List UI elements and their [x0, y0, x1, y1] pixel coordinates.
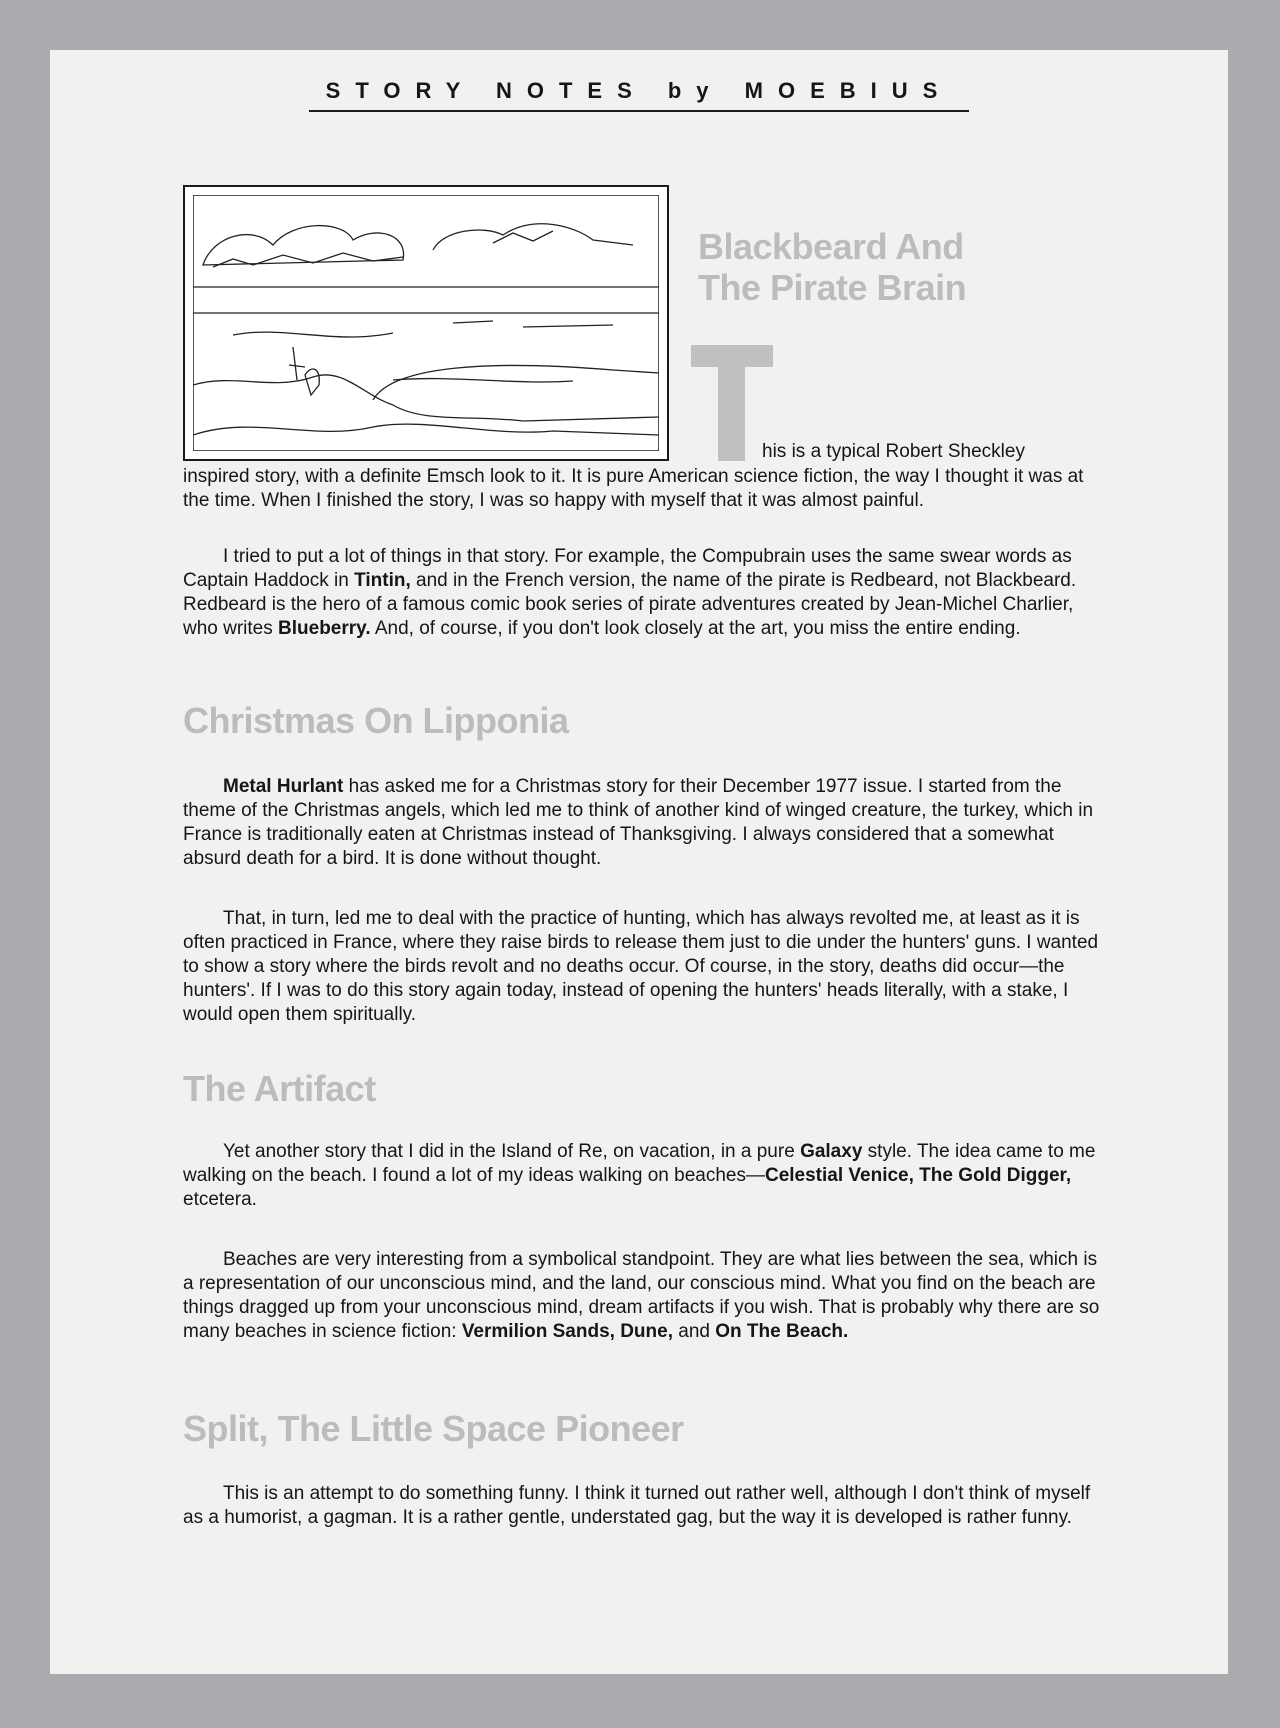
section-title-artifact: The Artifact: [183, 1068, 376, 1109]
section-title-split: Split, The Little Space Pioneer: [183, 1408, 684, 1449]
drop-cap-t: [691, 345, 771, 461]
section-title-christmas: Christmas On Lipponia: [183, 700, 569, 741]
paragraph: inspired story, with a definite Emsch look to it. It is pure American science fiction, the way I thought it was at the time. When I finished the story, I was so happy with myself that it was almost painful.: [183, 466, 1084, 511]
paragraph: I tried to put a lot of things in that story. For example, the Compubrain uses the same swear words as Captain Haddock in Tintin, and in the French version, the name of the pirate is Redbeard, not Blackbeard. Redbeard is the hero of a famous comic book series of pirate adventures created by Jean-Michel Charlier, who writes Blueberry. And, of course, if you don't look closely at the art, you miss the entire ending.: [183, 546, 1077, 639]
paragraph: That, in turn, led me to deal with the practice of hunting, which has always revolted me, at least as it is often practiced in France, where they raise birds to release them just to die under the hunters' guns. I wanted to show a story where the birds revolt and no deaths occur. Of course, in the story, deaths did occur—the hunters'. If I was to do this story again today, instead of opening the hunters' heads literally, with a stake, I would open them spiritually.: [183, 908, 1099, 1025]
section-title-blackbeard: [698, 226, 998, 308]
paragraph: Metal Hurlant has asked me for a Christmas story for their December 1977 issue. I started from the theme of the Christmas angels, which led me to think of another kind of winged creature, the turkey, which in France is traditionally eaten at Christmas instead of Thanksgiving. I always considered that a somewhat absurd death for a bird. It is done without thought.: [183, 776, 1094, 869]
paragraph-first-line: his is a typical Robert Sheckley: [762, 441, 1025, 462]
page-header: STORY NOTES by MOEBIUS: [309, 78, 969, 112]
beach-illustration: [183, 185, 669, 461]
paragraph: This is an attempt to do something funny. I think it turned out rather well, although I don't think of myself as a humorist, a gagman. It is a rather gentle, understated gag, but the way it is developed is rather funny.: [183, 1483, 1091, 1528]
paragraph: Yet another story that I did in the Island of Re, on vacation, in a pure Galaxy style. The idea came to me walking on the beach. I found a lot of my ideas walking on beaches—Celestial Venice, The Gold Digger, etcetera.: [183, 1141, 1096, 1210]
section-title-line1: Blackbeard And: [698, 226, 964, 267]
paragraph: Beaches are very interesting from a symbolical standpoint. They are what lies between the sea, which is a representation of our unconscious mind, and the land, our conscious mind. What you find on the beach are things dragged up from your unconscious mind, dream artifacts if you wish. That is probably why there are so many beaches in science fiction: Vermilion Sands, Dune, and On The Beach.: [183, 1249, 1100, 1342]
section-title-line2: The Pirate Brain: [698, 267, 967, 308]
